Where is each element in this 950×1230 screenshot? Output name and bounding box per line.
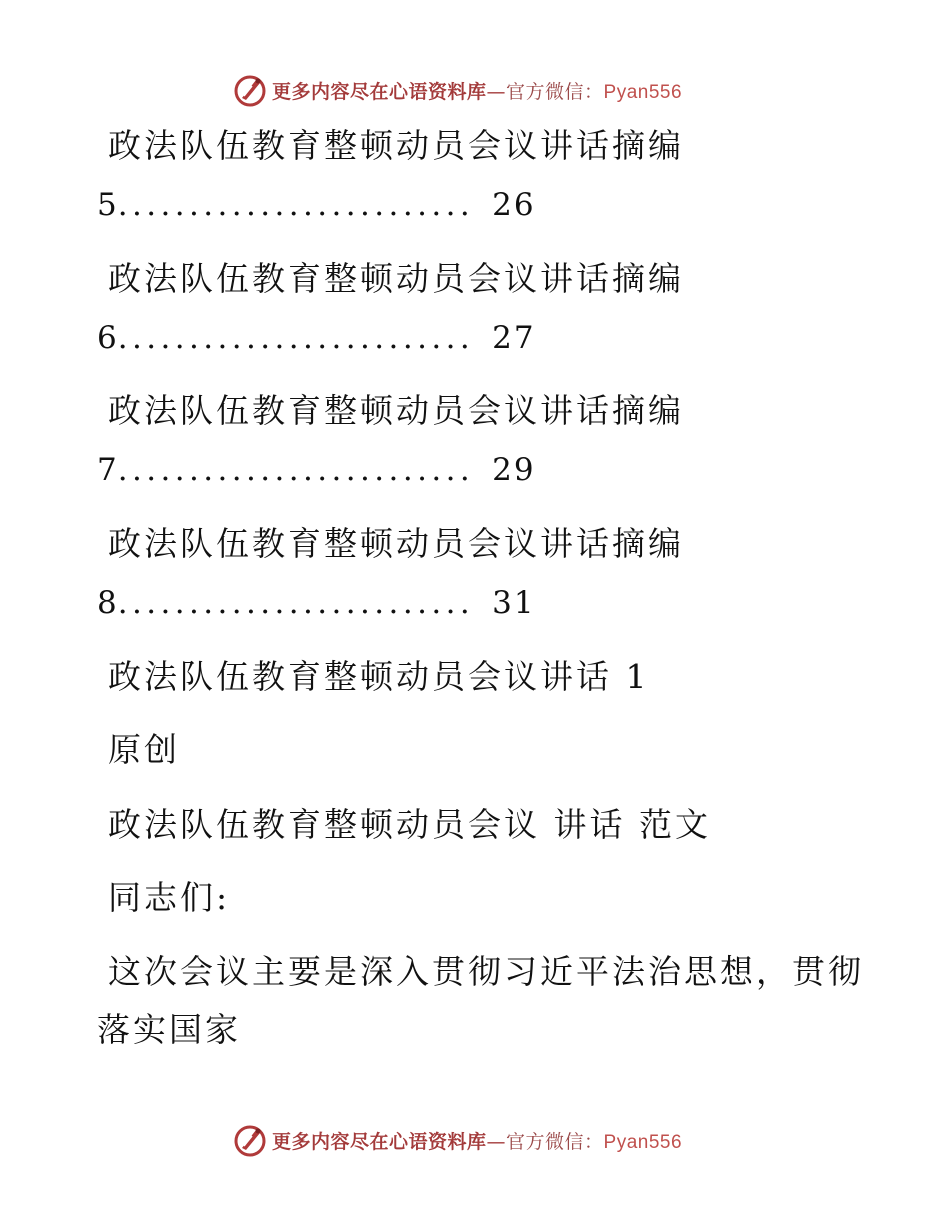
toc-entry-leader [97, 583, 536, 623]
quill-pen-logo-icon [232, 1122, 268, 1158]
toc-page-number: 27 [492, 320, 536, 356]
banner-account: Pyan556 [603, 81, 683, 103]
toc-entry-title: 政法队伍教育整顿动员会议讲话摘编 [108, 391, 684, 430]
toc-dots: ......................... [117, 585, 475, 621]
banner-separator: — [486, 1130, 507, 1153]
toc-entry-title: 政法队伍教育整顿动员会议讲话摘编 [108, 126, 684, 165]
paragraph-line: 这次会议主要是深入贯彻习近平法治思想，贯彻 [108, 952, 864, 991]
toc-page-number: 26 [492, 187, 536, 223]
banner-brand: 更多内容尽在心语资料库 [272, 1130, 487, 1153]
toc-entry-number: 8 [97, 585, 118, 621]
toc-dots: ......................... [117, 187, 475, 223]
original-label: 原创 [108, 730, 180, 769]
banner-separator: — [486, 80, 507, 103]
toc-entry-number: 6 [97, 320, 118, 356]
toc-dots: ......................... [117, 452, 475, 488]
banner-account: Pyan556 [603, 1131, 683, 1153]
paragraph-line: 落实国家 [97, 1010, 241, 1049]
toc-dots: ......................... [117, 320, 475, 356]
salutation: 同志们: [108, 878, 231, 917]
toc-page-number: 31 [492, 585, 536, 621]
toc-entry-number: 7 [97, 452, 118, 488]
toc-entry-number: 5 [97, 187, 118, 223]
toc-entry-leader [97, 450, 536, 490]
toc-entry-title: 政法队伍教育整顿动员会议讲话摘编 [108, 259, 684, 298]
footer-banner [232, 1120, 712, 1160]
banner-wechat-label: 官方微信： [506, 80, 604, 103]
toc-page-number: 29 [492, 452, 536, 488]
toc-entry-title: 政法队伍教育整顿动员会议讲话摘编 [108, 524, 684, 563]
banner-wechat-label: 官方微信： [506, 1130, 604, 1153]
toc-entry-leader [97, 185, 536, 225]
speech-heading: 政法队伍教育整顿动员会议讲话 1 [108, 657, 650, 696]
banner-text [272, 1127, 682, 1154]
document-subtitle: 政法队伍教育整顿动员会议 讲话 范文 [108, 805, 711, 844]
banner-brand: 更多内容尽在心语资料库 [272, 80, 487, 103]
toc-entry-leader [97, 318, 536, 358]
